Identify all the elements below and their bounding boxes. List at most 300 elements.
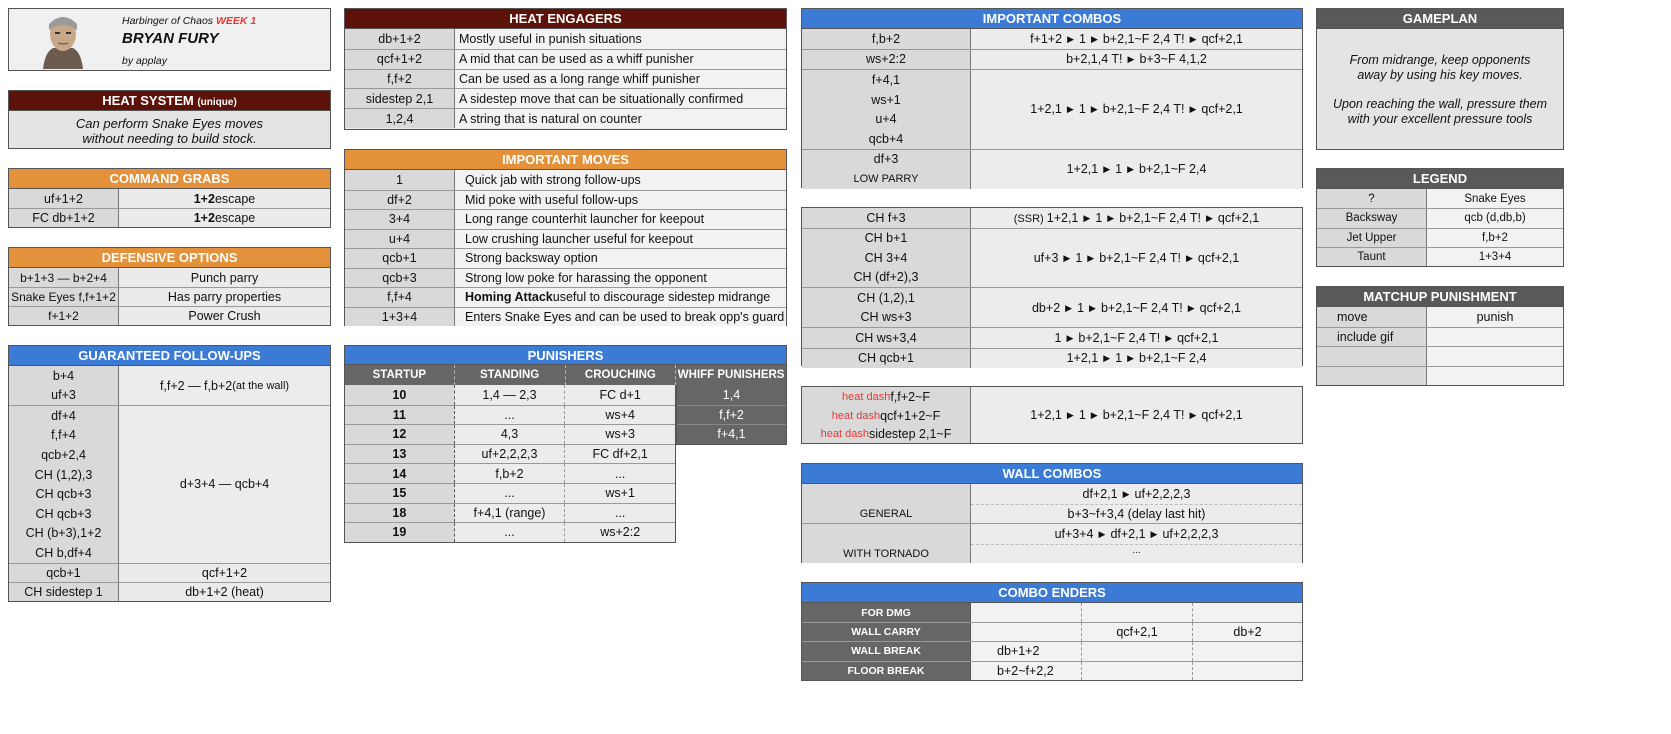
combo-launchers [802,288,971,327]
combo-launcher: CH (1,2),1 [857,290,915,305]
grab-move: uf+1+2 [9,189,119,208]
engager-move: sidestep 2,1 [345,89,455,108]
ender-label: FLOOR BREAK [802,662,971,680]
punisher-crouching: FC d+1 [599,387,641,402]
heat-dash-launcher [802,407,970,426]
punisher-crouching: ... [614,505,626,520]
punisher-crouching: ws+3 [605,427,635,442]
arrow-icon: ▶ [1189,104,1197,115]
arrow-icon: ▶ [1067,33,1074,44]
combo-step: b+2,1~F 2,4 T! [1119,210,1201,225]
heat-dash-move: f,f+2~F [890,390,930,405]
important-text: Low crushing launcher useful for keepout [465,231,693,246]
punisher-standing: ... [455,484,566,503]
combo-step: 1 [1115,351,1123,366]
legend-value: Snake Eyes [1427,189,1563,208]
combo-step: b+2,1~F 2,4 T! [1102,408,1185,422]
defensive-desc: Power Crush [188,309,261,323]
heat-dash-tag: heat dash [820,428,869,441]
arrow-icon: ▶ [1083,212,1091,223]
combo-route [971,150,1302,189]
followup-result-text: f,f+2 — f,b+2 [159,378,233,393]
important-desc [455,249,786,268]
arrow-icon: ▶ [1205,212,1213,223]
combo-row [802,208,1302,228]
defensive-options-header: DEFENSIVE OPTIONS [9,248,330,268]
matchup-punish [1427,328,1563,347]
engager-move: qcf+1+2 [345,50,455,69]
engager-desc: A string that is natural on counter [455,109,786,128]
wall-combo-routes [971,484,1302,523]
escape-text: escape [214,211,256,225]
combo-sequence [1014,211,1260,225]
grab-escape [119,209,330,227]
punisher-standing: f+4,1 (range) [455,504,566,523]
combo-step: 1 [1078,31,1086,46]
matchup-row [1317,307,1563,327]
matchup-punish: punish [1427,307,1563,327]
combo-launcher: ws+1 [871,92,901,107]
arrow-icon: ▶ [1122,488,1130,499]
important-text: Enters Snake Eyes and can be used to break opp's guard [465,309,785,324]
important-moves-header: IMPORTANT MOVES [345,150,786,170]
combo-row [802,29,1302,49]
punisher-col-header: WHIFF PUNISHERS [676,365,786,385]
important-move: 1+3+4 [345,308,455,327]
followup-move: CH (b+3),1+2 [25,526,102,541]
combo-step: qcf+2,1 [1201,31,1243,46]
ender-value: b+2~f+2,2 [971,662,1082,680]
combo-step: qcf+2,1 [1177,330,1219,345]
followup-move: CH (1,2),3 [34,467,93,482]
heat-dash-tag: heat dash [831,409,881,422]
heat-system-text: Can perform Snake Eyes moves [75,116,264,131]
punisher-row [345,405,675,425]
matchup-punish [1427,347,1563,366]
legend-value: f,b+2 [1427,229,1563,247]
combo-route [971,328,1302,348]
important-text: Mid poke with useful follow-ups [465,192,638,207]
combo-row [802,327,1302,348]
heat-engager-row [345,29,786,49]
legend-row [1317,247,1563,266]
arrow-icon: ▶ [1066,410,1074,420]
important-desc [455,230,786,249]
heat-system-text: without needing to build stock. [82,131,257,146]
combo-sequence [1030,408,1243,422]
punisher-header-row [344,365,787,385]
combo-sequence [1055,331,1219,345]
heat-dash-combos-panel [801,386,1303,444]
important-combos-header: IMPORTANT COMBOS [802,9,1302,29]
heat-dash-move: qcf+1+2~F [880,408,941,423]
engager-desc: Mostly useful in punish situations [455,29,786,49]
followup-move: CH qcb+3 [35,506,92,521]
matchup-punish [1427,367,1563,386]
wall-combo-row [802,484,1302,523]
defensive-move: Snake Eyes f,f+1+2 [9,288,119,306]
punisher-col-header: CROUCHING [566,365,677,385]
followup-group [9,366,330,405]
defensive-move: f+1+2 [9,307,119,325]
combo-sequence [1034,251,1240,265]
heat-engager-row [345,49,786,69]
combo-launcher: u+4 [875,112,897,127]
escape-input: 1+2 [193,211,215,225]
combo-step: 1+2,1 [1066,351,1099,366]
matchup-row [1317,346,1563,366]
arrow-icon: ▶ [1103,164,1111,175]
defensive-row [9,268,330,287]
combo-step: uf+3 [1033,250,1059,265]
wall-combos-panel [801,463,1303,563]
punishers-panel [344,345,787,544]
escape-text: escape [214,191,256,206]
punisher-crouching: ... [614,466,626,481]
ender-value [971,623,1082,641]
important-move-row [345,229,786,249]
combo-step: 1+2,1 [1066,162,1099,177]
combo-ender-row [802,641,1302,660]
combo-step: 1 [1078,408,1086,422]
week-label: WEEK 1 [215,15,257,27]
combo-row [802,228,1302,288]
important-move-row [345,287,786,307]
followup-move: CH b,df+4 [35,545,92,560]
combo-sequence [1068,507,1206,521]
engager-desc: A sidestep move that can be situationally confirmed [455,89,786,108]
wall-combo-line [971,504,1302,524]
combo-launchers [802,229,971,288]
combo-sequence [1030,32,1243,46]
combo-row [802,287,1302,327]
combo-step: 1+2,1 [1030,408,1062,422]
punisher-row [345,463,675,483]
heat-engagers-header: HEAT ENGAGERS [345,9,786,29]
engager-desc: Can be used as a long range whiff punisher [455,70,786,89]
wall-combo-label: WITH TORNADO [802,524,971,563]
heat-dash-move: sidestep 2,1~F [868,427,952,442]
important-highlight: Homing Attack [465,290,553,305]
combo-prefix: (SSR) [1013,212,1047,225]
combo-launchers [802,328,971,348]
engager-move: 1,2,4 [345,109,455,128]
counterhit-combos-panel [801,207,1303,366]
arrow-icon: ▶ [1127,54,1135,65]
combo-sequence [1067,351,1207,365]
punisher-row [345,424,675,444]
combo-step: df+2,1 [1082,486,1118,501]
combo-step: 1+2,1 [1046,210,1079,225]
punisher-crouching: ws+1 [605,486,635,501]
important-desc [455,288,786,307]
combo-route [971,29,1302,49]
wall-combo-row [802,523,1302,563]
heat-engager-row [345,88,786,108]
followup-moves [9,406,119,563]
combo-step: 1+2,1 [1030,102,1062,117]
series-label: Harbinger of Chaos [122,15,214,27]
important-text: Strong low poke for harassing the opponent [465,270,707,285]
punishers-header: PUNISHERS [344,345,787,365]
combo-step: qcf+2,1 [1199,300,1241,315]
combo-step: 1 [1075,250,1083,265]
punisher-standing: ... [455,406,566,425]
heat-dash-tag: heat dash [842,391,891,404]
combo-step: 1 [1054,330,1062,345]
arrow-icon: ▶ [1063,252,1071,263]
defensive-row [9,287,330,306]
character-portrait [33,12,93,69]
combo-step: qcf+2,1 [1201,102,1243,117]
arrow-icon: ▶ [1065,302,1073,313]
combo-route [971,387,1302,443]
matchup-move: include gif [1317,328,1427,347]
legend-term: Backsway [1317,209,1427,227]
ender-value [1082,662,1193,680]
command-grabs-header: COMMAND GRABS [9,169,330,189]
combo-route [971,288,1302,327]
important-move: f,f+4 [345,288,455,307]
combo-launcher: df+3 [873,152,899,167]
combo-launcher: CH ws+3 [860,310,912,325]
important-desc [455,269,786,288]
combo-route [971,70,1302,148]
legend-panel [1316,168,1564,267]
punisher-startup: 14 [345,464,455,483]
legend-row [1317,189,1563,208]
arrow-icon: ▶ [1150,528,1158,539]
combo-launchers [802,150,971,189]
command-grabs-panel [8,168,331,228]
punisher-row [345,385,675,405]
punisher-startup: 10 [345,385,455,405]
arrow-icon: ▶ [1127,164,1134,175]
punisher-crouching: ws+4 [605,407,635,422]
wall-combos-header: WALL COMBOS [802,464,1302,484]
gameplan-text: Upon reaching the wall, pressure them [1332,97,1547,111]
combo-step: b+2,1~F 2,4 T! [1099,250,1181,265]
combo-sequence [1030,102,1243,116]
combo-step: 1 [1115,162,1123,177]
matchup-panel [1316,286,1564,386]
important-move-row [345,170,786,190]
wall-combo-line [971,544,1302,564]
ender-value [971,603,1082,622]
ender-value [1082,603,1193,622]
followup-move: f,f+4 [51,428,76,443]
combo-step: 1 [1078,102,1086,117]
punisher-row [345,503,675,523]
punisher-row [345,522,675,542]
arrow-icon: ▶ [1066,104,1074,115]
matchup-row [1317,366,1563,386]
followup-note: (at the wall) [232,379,290,392]
important-text: Long range counterhit launcher for keepout [465,212,705,227]
grab-row [9,208,330,227]
important-move-row [345,268,786,288]
arrow-icon: ▶ [1185,252,1193,263]
important-moves-panel [344,149,787,326]
legend-value: 1+3+4 [1427,248,1563,266]
combo-ender-row [802,622,1302,641]
punisher-startup: 11 [345,406,455,425]
arrow-icon: ▶ [1107,212,1115,223]
combo-step: uf+2,2,2,3 [1162,526,1219,541]
followup-row [9,582,330,601]
punisher-crouching: ws+2:2 [600,525,641,540]
combo-step: db+2 [1031,300,1061,315]
followup-group [9,405,330,563]
grab-row [9,189,330,208]
combo-step: 1 [1077,300,1085,315]
heat-engager-row [345,108,786,128]
gameplan-text: From midrange, keep opponents [1349,53,1531,67]
wall-combo-routes [971,524,1302,563]
profile-card [8,8,331,71]
followup-result: db+1+2 (heat) [185,584,264,599]
followup-row [9,563,330,582]
defensive-row [9,306,330,325]
combo-launcher: LOW PARRY [853,172,919,185]
ender-label: WALL CARRY [802,623,971,641]
combo-sequence [1132,545,1140,556]
defensive-desc: Punch parry [190,270,259,285]
arrow-icon: ▶ [1127,353,1134,364]
arrow-icon: ▶ [1187,302,1195,313]
combo-enders-panel [801,582,1303,681]
combo-row [802,49,1302,70]
grab-escape [119,189,330,208]
ender-value: db+1+2 [971,642,1082,660]
combo-launcher: f,b+2 [871,31,901,46]
heat-engager-row [345,69,786,89]
combo-step: qcf+2,1 [1197,250,1240,265]
important-text: Strong backsway option [465,251,598,266]
wall-combo-line [971,484,1302,504]
combo-row [802,69,1302,148]
escape-input: 1+2 [193,191,215,206]
arrow-icon: ▶ [1165,332,1173,343]
combo-launcher: CH ws+3,4 [855,330,917,345]
followup-move: CH qcb+3 [35,487,92,502]
combo-launcher: CH qcb+1 [858,351,914,366]
combo-step: b+2,1~F 2,4 T! [1100,300,1183,315]
combo-sequence [1066,52,1207,66]
punisher-startup: 18 [345,504,455,523]
followup-move: qcb+2,4 [41,447,86,462]
punisher-startup: 15 [345,484,455,503]
heat-system-panel [8,90,331,149]
arrow-icon: ▶ [1089,302,1096,313]
followup-result-text: d+3+4 — qcb+4 [179,477,270,492]
gameplan-text: away by using his key moves. [1357,68,1523,82]
combo-enders-header: COMBO ENDERS [802,583,1302,603]
combo-launcher: CH b+1 [864,231,908,246]
legend-term: Taunt [1317,248,1427,266]
combo-sequence [1083,487,1191,501]
engager-move: db+1+2 [345,29,455,49]
important-move: df+2 [345,191,455,210]
important-move-row [345,307,786,327]
combo-launcher: f+4,1 [871,72,901,87]
combo-step: b+3~F 4,1,2 [1139,52,1207,67]
gameplan-panel [1316,8,1564,150]
combo-step: b+3~f+3,4 (delay last hit) [1067,506,1206,521]
punisher-col-header: STARTUP [345,365,455,385]
combo-ender-row [802,661,1302,680]
wall-combo-line [971,524,1302,544]
guaranteed-followups-panel [8,345,331,602]
combo-launcher: CH f+3 [866,210,906,225]
combo-route [971,208,1302,228]
important-move: qcb+3 [345,269,455,288]
engager-desc: A mid that can be used as a whiff punisher [455,50,786,69]
whiff-punishers [676,385,787,445]
combo-step: uf+3+4 [1054,526,1094,541]
whiff-punisher: f+4,1 [677,424,786,444]
combo-launcher: qcb+4 [868,131,904,146]
arrow-icon: ▶ [1090,104,1098,115]
combo-ender-row [802,603,1302,622]
combo-step: 1 [1095,210,1103,225]
matchup-move [1317,347,1427,366]
combo-sequence [1067,162,1207,176]
punisher-startup: 19 [345,523,455,542]
ender-label: FOR DMG [802,603,971,622]
author-label: by applay [122,55,167,67]
defensive-desc: Has parry properties [167,290,282,304]
combo-route [971,50,1302,70]
combo-step: b+2,1~F 2,4 T! [1102,31,1185,46]
ender-value [1193,662,1302,680]
heat-dash-launcher [802,388,970,407]
combo-step: uf+2,2,2,3 [1134,486,1191,501]
heat-system-header: HEAT SYSTEM (unique) [9,91,330,111]
combo-launchers [802,29,971,49]
punisher-standing: 4,3 [455,425,566,444]
matchup-row [1317,327,1563,347]
gameplan-text: with your excellent pressure tools [1347,112,1533,126]
character-name: BRYAN FURY [122,30,219,47]
important-move: u+4 [345,230,455,249]
combo-step: qcf+2,1 [1201,408,1243,422]
punisher-standing: uf+2,2,2,3 [455,445,566,464]
combo-step: b+2,1~F 2,4 [1139,162,1207,177]
legend-term: ? [1317,189,1427,208]
important-desc [455,210,786,229]
legend-header: LEGEND [1317,169,1563,189]
followup-move: uf+3 [51,388,76,403]
combo-step: f+1+2 [1030,31,1063,46]
combo-row [802,149,1302,189]
important-text: useful to discourage sidestep midrange [552,290,771,305]
important-desc [455,170,786,190]
important-move: 1 [345,170,455,190]
matchup-move: move [1317,307,1427,327]
punisher-table [344,385,676,543]
followup-move: df+4 [51,408,76,423]
followups-header: GUARANTEED FOLLOW-UPS [9,346,330,366]
ender-value: qcf+2,1 [1082,623,1193,641]
followup-move: b+4 [52,368,75,383]
followup-move: qcb+1 [9,564,119,582]
important-combos-panel [801,8,1303,188]
arrow-icon: ▶ [1103,353,1111,364]
combo-step: b+2,1,4 T! [1066,52,1123,67]
combo-step: b+2,1~F 2,4 T! [1102,102,1185,117]
combo-step: qcf+2,1 [1217,210,1260,225]
